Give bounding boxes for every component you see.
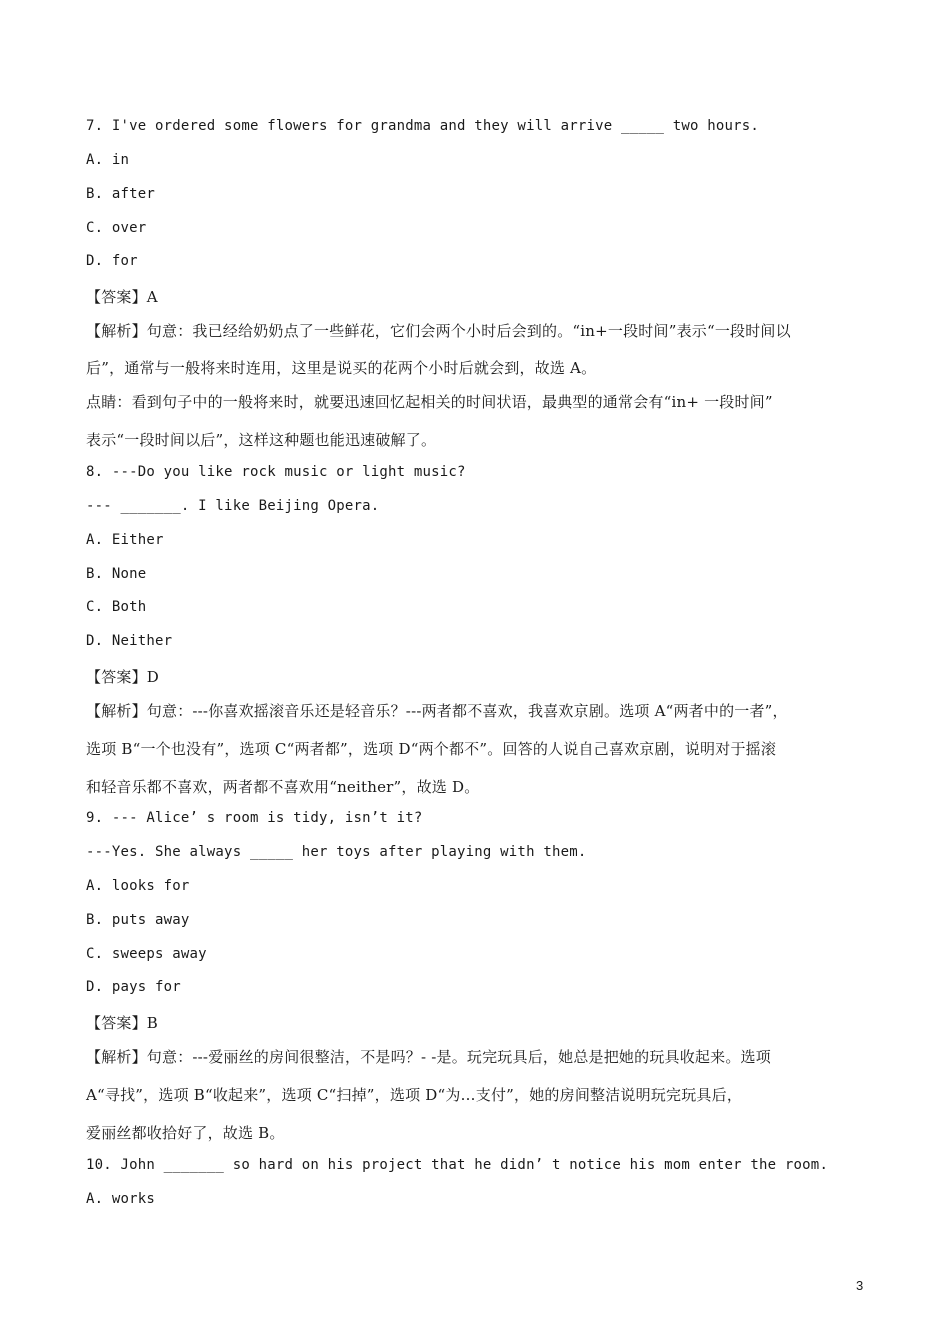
question-7-analysis-line: 点睛：看到句子中的一般将来时，就要迅速回忆起相关的时间状语，最典型的通常会有“in+ 一段时间” bbox=[86, 393, 773, 411]
question-10-stem: 10. John _______ so hard on his project that he didn’ t notice his mom enter the room. bbox=[86, 1157, 829, 1173]
question-8-option-c: C. Both bbox=[86, 599, 147, 615]
question-9-answer: 【答案】B bbox=[86, 1014, 159, 1032]
question-9-stem-reply: ---Yes. She always _____ her toys after playing with them. bbox=[86, 844, 587, 860]
question-8-option-a: A. Either bbox=[86, 532, 164, 548]
question-9-option-a: A. looks for bbox=[86, 878, 190, 894]
question-7-analysis-line: 表示“一段时间以后”，这样这种题也能迅速破解了。 bbox=[86, 431, 437, 449]
question-10-option-a: A. works bbox=[86, 1191, 156, 1207]
question-9-option-d: D. pays for bbox=[86, 979, 181, 995]
question-8-answer: 【答案】D bbox=[86, 668, 160, 686]
question-7-answer: 【答案】A bbox=[86, 288, 158, 306]
question-7-analysis-line: 后”，通常与一般将来时连用，这里是说买的花两个小时后就会到，故选 A。 bbox=[86, 359, 597, 377]
question-9-analysis-line: A“寻找”，选项 B“收起来”，选项 C“扫掉”，选项 D“为…支付”，她的房间整洁说明玩完玩具后， bbox=[86, 1086, 743, 1104]
question-9-analysis-line: 【解析】句意：---爱丽丝的房间很整洁，不是吗？- -是。玩完玩具后，她总是把她的玩具收起来。选项 bbox=[86, 1048, 771, 1066]
question-9-analysis-line: 爱丽丝都收拾好了，故选 B。 bbox=[86, 1124, 285, 1142]
question-9-stem: 9. --- Alice’ s room is tidy, isn’t it? bbox=[86, 810, 423, 826]
question-7-stem: 7. I've ordered some flowers for grandma and they will arrive _____ two hours. bbox=[86, 118, 760, 134]
question-7-option-b: B. after bbox=[86, 186, 156, 202]
question-8-analysis-line: 【解析】句意：---你喜欢摇滚音乐还是轻音乐？---两者都不喜欢，我喜欢京剧。选项 A“两者中的一者”， bbox=[86, 702, 788, 720]
question-8-option-b: B. None bbox=[86, 566, 147, 582]
question-7-option-c: C. over bbox=[86, 220, 147, 236]
page-number: 3 bbox=[856, 1278, 864, 1293]
question-9-option-c: C. sweeps away bbox=[86, 946, 207, 962]
question-8-option-d: D. Neither bbox=[86, 633, 173, 649]
question-8-stem: 8. ---Do you like rock music or light music? bbox=[86, 464, 466, 480]
question-7-option-a: A. in bbox=[86, 152, 130, 168]
question-9-option-b: B. puts away bbox=[86, 912, 190, 928]
question-8-analysis-line: 选项 B“一个也没有”，选项 C“两者都”，选项 D“两个都不”。回答的人说自己喜欢京剧，说明对于摇滚 bbox=[86, 740, 777, 758]
question-8-stem-reply: --- _______. I like Beijing Opera. bbox=[86, 498, 380, 514]
question-7-option-d: D. for bbox=[86, 253, 138, 269]
question-8-analysis-line: 和轻音乐都不喜欢，两者都不喜欢用“neither”，故选 D。 bbox=[86, 778, 480, 796]
question-7-analysis-line: 【解析】句意：我已经给奶奶点了一些鲜花，它们会两个小时后会到的。“in+一段时间”表示“一段时间以 bbox=[86, 322, 791, 340]
